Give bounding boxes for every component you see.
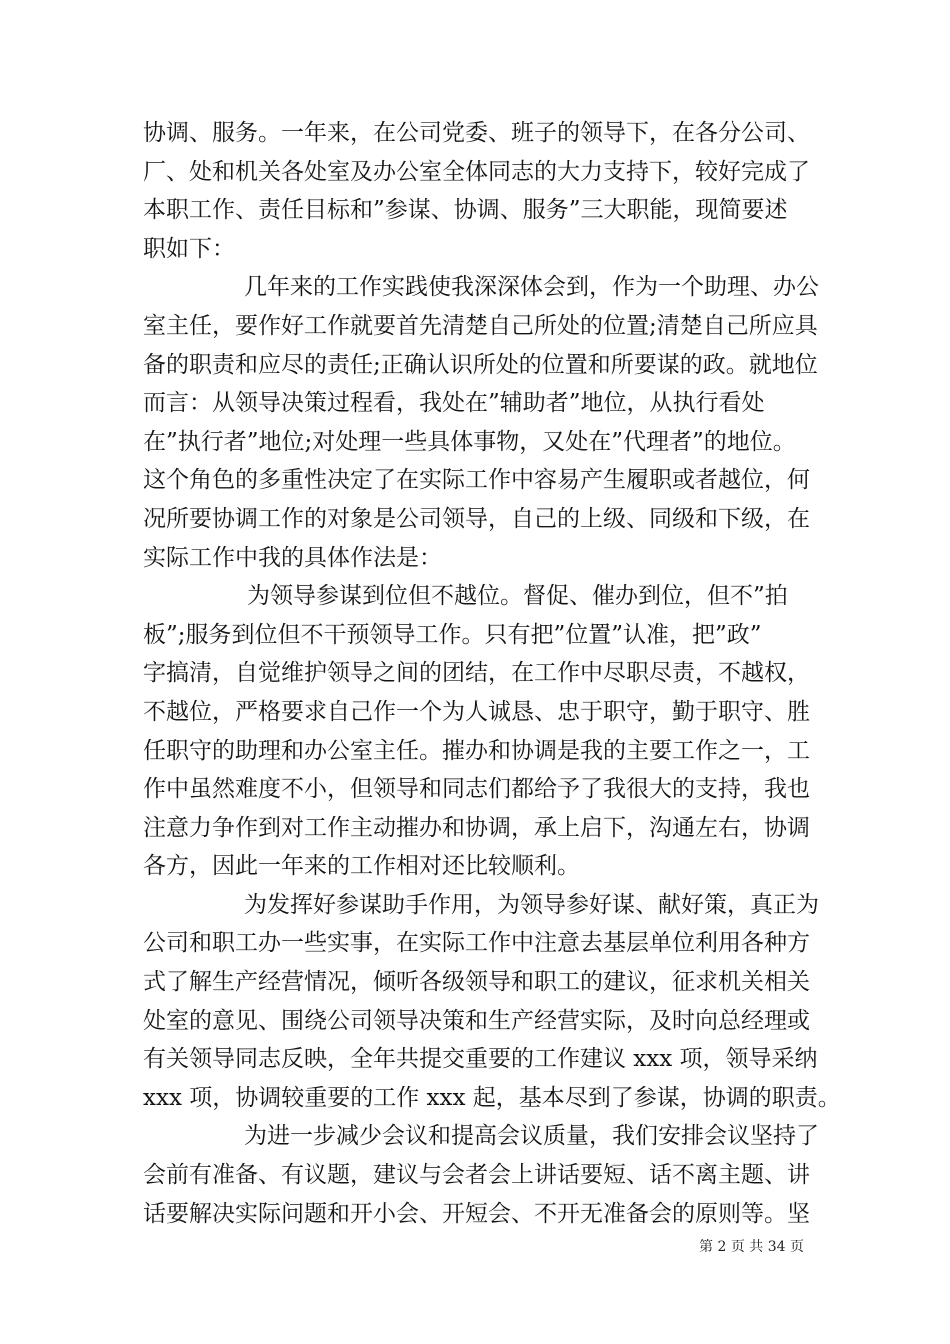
text-line: 职如下：	[143, 235, 235, 262]
page-number: 第 2 页 共 34 页	[699, 1239, 804, 1255]
paragraph-first-line: 几年来的工作实践使我深深体会到，作为一个助理、办公	[244, 274, 819, 301]
text-line: 这个角色的多重性决定了在实际工作中容易产生履职或者越位，何	[143, 467, 810, 494]
text-line: 况所要协调工作的对象是公司领导，自己的上级、同级和下级，在	[143, 505, 810, 532]
text-line: 注意力争作到对工作主动摧办和协调，承上启下，沟通左右，协调	[143, 814, 810, 841]
paragraph-first-line: 为领导参谋到位但不越位。督促、催办到位，但不”拍	[247, 583, 788, 610]
text-line: 会前有准备、有议题，建议与会者会上讲话要短、话不离主题、讲	[143, 1162, 810, 1189]
text-line: 协调、服务。一年来，在公司党委、班子的领导下，在各分公司、	[143, 120, 810, 146]
text-line: 板”;服务到位但不干预领导工作。只有把”位置”认准，把”政”	[143, 621, 762, 648]
paragraph-first-line: 为进一步减少会议和提高会议质量，我们安排会议坚持了	[244, 1123, 819, 1150]
body-text	[143, 114, 841, 1233]
text-line: 各方，因此一年来的工作相对还比较顺利。	[143, 853, 580, 880]
text-line: 处室的意见、围绕公司领导决策和生产经营实际，及时向总经理或	[143, 1007, 810, 1034]
text-line: 而言：从领导决策过程看，我处在”辅助者”地位，从执行看处	[143, 390, 765, 417]
text-line: 有关领导同志反映，全年共提交重要的工作建议 xxx 项，领导采纳	[143, 1046, 818, 1073]
text-line: 字搞清，自觉维护领导之间的团结，在工作中尽职尽责，不越权，	[143, 660, 810, 687]
text-line: 不越位，严格要求自己作一个为人诚恳、忠于职守，勤于职守、胜	[143, 698, 810, 725]
text-line: 公司和职工办一些实事，在实际工作中注意去基层单位利用各种方	[143, 930, 810, 957]
text-line: 室主任，要作好工作就要首先清楚自己所处的位置;清楚自己所应具	[143, 312, 818, 339]
text-line: 实际工作中我的具体作法是：	[143, 544, 442, 571]
text-line: 厂、处和机关各处室及办公室全体同志的大力支持下，较好完成了	[143, 158, 810, 185]
text-line: 在”执行者”地位;对处理一些具体事物，又处在”代理者”的地位。	[143, 428, 796, 455]
text-line: xxx 项，协调较重要的工作 xxx 起，基本尽到了参谋，协调的职责。	[143, 1084, 841, 1111]
text-line: 备的职责和应尽的责任;正确认识所处的位置和所要谋的政。就地位	[143, 351, 818, 378]
text-line: 任职守的助理和办公室主任。摧办和协调是我的主要工作之一，工	[143, 737, 810, 764]
text-line: 式了解生产经营情况，倾听各级领导和职工的建议，征求机关相关	[143, 969, 810, 996]
text-line: 本职工作、责任目标和”参谋、协调、服务”三大职能，现简要述	[143, 197, 788, 224]
paragraph-first-line: 为发挥好参谋助手作用，为领导参好谋、献好策，真正为	[244, 891, 819, 918]
text-line: 话要解决实际问题和开小会、开短会、不开无准备会的原则等。坚	[143, 1200, 810, 1227]
text-line: 作中虽然难度不小，但领导和同志们都给予了我很大的支持，我也	[143, 776, 810, 803]
